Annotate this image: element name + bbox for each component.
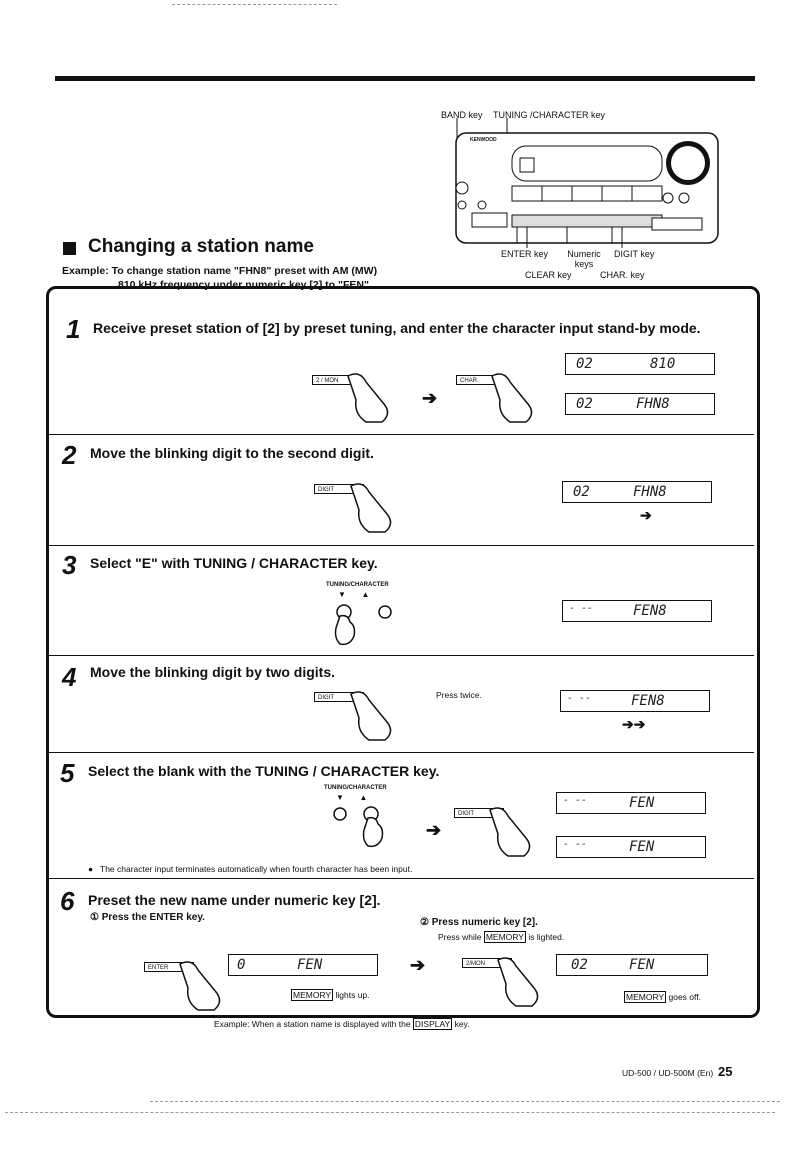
step-1-text: Receive preset station of [2] by preset tuning, and enter the character input stand-by mode. — [93, 320, 701, 336]
arrow-icon: ➔ — [640, 507, 652, 523]
display-key-label: DISPLAY — [414, 1019, 451, 1029]
step-separator — [49, 752, 754, 753]
sub-step-2: ② Press numeric key [2]. — [420, 917, 538, 928]
memory-indicator: MEMORY — [293, 990, 332, 1000]
example-pre: Example: When a station name is displayed with the — [214, 1019, 411, 1029]
mon-button[interactable]: 2/MON — [462, 958, 512, 968]
step-separator — [49, 655, 754, 656]
lcd-preset: - -- — [569, 603, 594, 614]
step-6-text: Preset the new name under numeric key [2]. — [88, 892, 381, 908]
sub-step-1: ① Press the ENTER key. — [90, 912, 205, 923]
tuning-key-label: TUNING /CHARACTER key — [493, 110, 606, 120]
example-line-2: 810 kHz frequency under numeric key [2] to "FEN". — [118, 279, 372, 291]
hand-press-icon — [343, 688, 403, 743]
lcd-display-name — [560, 690, 710, 712]
header-rule — [55, 76, 755, 81]
lcd-display-name — [228, 954, 378, 976]
lcd-preset: 02 — [576, 356, 593, 372]
example-line-1: Example: To change station name "FHN8" preset with AM (MW) — [62, 265, 378, 277]
mon-button[interactable]: 2 / MON — [312, 375, 362, 385]
lcd-preset: 02 — [573, 484, 590, 500]
digit-button[interactable]: DIGIT — [314, 692, 364, 702]
lcd-display-name — [562, 481, 712, 503]
band-key-label: BAND key — [441, 110, 483, 120]
lcd-value: FEN8 — [633, 603, 667, 619]
tuning-dial-hand-icon[interactable] — [326, 802, 396, 852]
char-button[interactable]: CHAR. — [456, 375, 506, 385]
top-dash-line — [172, 4, 337, 5]
goes-off-note — [624, 992, 701, 1002]
hand-press-icon — [343, 480, 403, 535]
char-key-label: CHAR. key — [600, 270, 645, 280]
lcd-display-name — [556, 954, 708, 976]
bottom-dash-line — [150, 1101, 780, 1102]
note-pre: Press while — [438, 932, 482, 942]
title-bullet-square — [63, 242, 76, 255]
lcd-value: FEN — [629, 795, 655, 811]
digit-button[interactable]: DIGIT — [454, 808, 504, 818]
model-number: UD-500 / UD-500M (En) — [622, 1068, 714, 1078]
lcd-value: FEN — [629, 839, 655, 855]
lcd-display-name — [565, 393, 715, 415]
arrow-icon: ➔ — [426, 820, 442, 840]
digit-key-label: DIGIT key — [614, 249, 655, 259]
double-arrow-icon: ➔➔ — [622, 716, 646, 732]
dial-direction-icon: ▼ ▲ — [338, 590, 370, 599]
lcd-preset: - -- — [563, 795, 588, 806]
step-5-number: 5 — [60, 758, 75, 788]
bottom-dash-line — [5, 1112, 775, 1113]
hand-press-icon — [482, 804, 542, 859]
numeric-keys-label: Numeric keys — [567, 249, 601, 269]
lights-up-text: lights up. — [335, 990, 370, 1000]
lcd-display-name — [556, 792, 706, 814]
lcd-display-frequency — [565, 353, 715, 375]
hand-press-icon — [172, 958, 232, 1013]
arrow-icon: ➔ — [422, 388, 438, 408]
hand-press-icon — [490, 954, 550, 1009]
bullet-dot: ● — [88, 864, 94, 874]
memory-lighted-note — [438, 932, 564, 942]
lcd-value: FHN8 — [636, 396, 670, 412]
lcd-value: FEN — [629, 957, 655, 973]
lcd-preset: - -- — [567, 693, 592, 704]
hand-press-icon — [340, 370, 400, 425]
memory-indicator: MEMORY — [626, 992, 665, 1002]
step-2-text: Move the blinking digit to the second digit. — [90, 445, 374, 461]
page-number: 25 — [718, 1064, 733, 1079]
clear-key-label: CLEAR key — [525, 270, 572, 280]
tuning-dial-label: TUNING/CHARACTER — [324, 785, 387, 791]
lcd-display-name — [556, 836, 706, 858]
lcd-value: 810 — [650, 356, 676, 372]
hand-press-icon — [484, 370, 544, 425]
lcd-display-name — [562, 600, 712, 622]
lcd-preset: 02 — [576, 396, 593, 412]
lcd-preset: 0 — [237, 957, 246, 973]
step-5-text: Select the blank with the TUNING / CHARACTER key. — [88, 763, 440, 779]
step-4-text: Move the blinking digit by two digits. — [90, 664, 335, 680]
lcd-preset: - -- — [563, 839, 588, 850]
dial-direction-icon: ▼ ▲ — [336, 793, 368, 802]
lights-up-note — [291, 990, 370, 1000]
step-3-number: 3 — [62, 550, 77, 580]
press-twice-note: Press twice. — [436, 690, 482, 700]
lcd-value: FEN8 — [631, 693, 665, 709]
lcd-value: FEN — [297, 957, 323, 973]
brand-logo: KENWOOD — [470, 137, 497, 143]
enter-key-label: ENTER key — [501, 249, 549, 259]
auto-terminate-note: The character input terminates automatically when fourth character has been input. — [100, 864, 413, 874]
step-4-number: 4 — [62, 662, 77, 692]
tuning-dial-label: TUNING/CHARACTER — [326, 582, 389, 588]
lcd-preset: 02 — [571, 957, 588, 973]
step-separator — [49, 434, 754, 435]
goes-off-text: goes off. — [668, 992, 701, 1002]
section-title: Changing a station name — [88, 236, 314, 257]
step-2-number: 2 — [62, 440, 77, 470]
step-6-number: 6 — [60, 886, 75, 916]
lcd-value: FHN8 — [633, 484, 667, 500]
display-example-note — [214, 1019, 470, 1029]
step-separator — [49, 878, 754, 879]
enter-button[interactable]: ENTER — [144, 962, 194, 972]
note-post: is lighted. — [528, 932, 565, 942]
step-3-text: Select "E" with TUNING / CHARACTER key. — [90, 555, 378, 571]
digit-button[interactable]: DIGIT — [314, 484, 364, 494]
example-post: key. — [454, 1019, 470, 1029]
memory-indicator: MEMORY — [485, 932, 524, 942]
arrow-icon: ➔ — [410, 955, 426, 975]
step-separator — [49, 545, 754, 546]
step-1-number: 1 — [66, 314, 81, 344]
tuning-dial-hand-icon[interactable] — [330, 600, 400, 650]
